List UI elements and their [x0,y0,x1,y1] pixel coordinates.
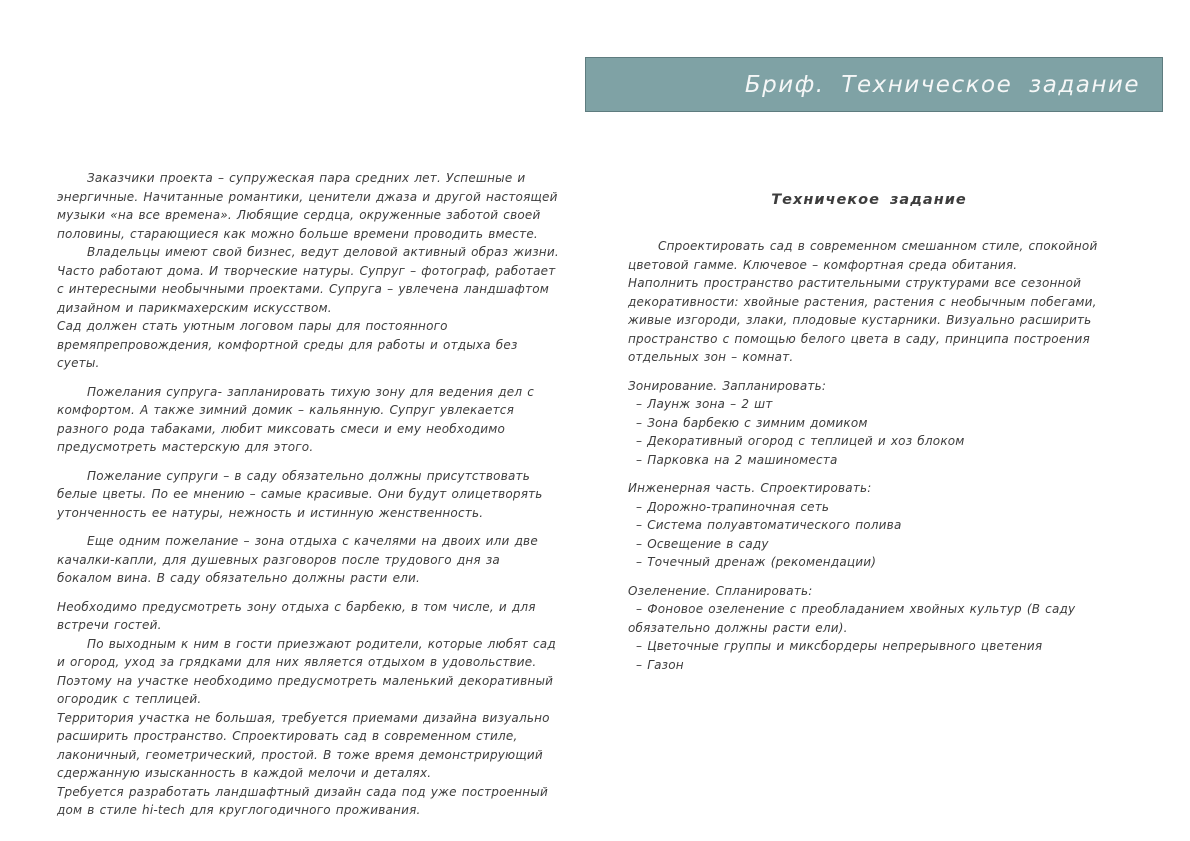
paragraph-owners: Владельцы имеют свой бизнес, ведут деловой активный образ жизни. Часто работают дома. И творческие натуры. Супруг – фотограф, работает с интересными необычными проектами. Супруга – увлечена ландшафтом дизайном и парикмахерским искусством. [57,245,559,315]
list-item: – Цветочные группы и миксбордеры непрерывного цветения [636,639,1043,653]
paragraph-requirement: Требуется разработать ландшафтный дизайн сада под уже построенный дом в стиле hi-tech для круглогодичного проживания. [57,784,548,817]
header-bar [585,57,1163,112]
list-item: – Лаунж зона – 2 шт [636,397,773,411]
paragraph-parents: По выходным к ним в гости приезжают родители, которые любят сад и огород, уход за грядками для них является отдыхом в удовольствие. Поэтому на участке необходимо предусмотреть маленький декоративный огородик с теплицей. [57,636,556,706]
paragraph-wife-wishes: Пожелание супруги – в саду обязательно должны присутствовать белые цветы. По ее мнению – самые красивые. Они будут олицетворять утонченность ее натуры, нежность и истинную женственность. [57,468,543,520]
paragraph-clients: Заказчики проекта – супружеская пара средних лет. Успешные и энергичные. Начитанные романтики, ценители джаза и другой настоящей музыки «на все времена». Любящие сердца, окруженные заботой своей половины, старающиеся как можно больше времени проводить вместе. [57,171,558,241]
section-title: Зонирование. Запланировать: [628,378,827,393]
list-item: – Система полуавтоматического полива [636,518,902,532]
paragraph-territory: Территория участка не большая, требуется приемами дизайна визуально расширить пространство. Спроектировать сад в современном стиле, лаконичный, геометрический, простой. В тоже время демонстрирующий сдержанную изысканность в каждой мелочи и деталях. [57,710,550,780]
section-planting [628,582,1110,675]
paragraph-bbq-zone: Необходимо предусмотреть зону отдыха с барбекю, в том числе, и для встречи гостей. [57,599,536,632]
list-item: – Декоративный огород с теплицей и хоз блоком [636,434,965,448]
section-zoning [628,377,1110,470]
technical-task-heading: Техничекое задание [771,192,967,208]
list-item: – Освещение в саду [636,536,769,551]
paragraph-swing-zone: Еще одним пожелание – зона отдыха с качелями на двоих или две качалки-капли, для душевных разговоров после трудового дня за бокалом вина. В саду обязательно должны расти ели. [57,534,538,585]
section-title: Инженерная часть. Спроектировать: [628,481,872,495]
list-item: – Фоновое озеленение с преобладанием хвойных культур (В саду обязательно должны расти ели). [628,602,1076,635]
list-item: – Точечный дренаж (рекомендации) [636,555,877,569]
technical-task-column [628,190,1110,674]
list-item: – Газон [636,657,684,672]
section-title: Озеленение. Спланировать: [628,583,813,598]
list-item: – Парковка на 2 машиноместа [636,452,838,467]
brief-text-column [57,169,559,820]
paragraph-task-plants: Наполнить пространство растительными структурами все сезонной декоративности: хвойные растения, растения с необычным побегами, живые изгороди, злаки, плодовые кустарники. Визуально расширить пространство с помощью белого цвета в саду, принципа построения отдельных зон – комнат. [628,276,1097,364]
paragraph-task-intro: Спроектировать сад в современном смешанном стиле, спокойной цветовой гамме. Ключевое – комфортная среда обитания. [628,239,1098,272]
page-title: Бриф. Техническое задание [744,71,1140,98]
list-item: – Дорожно-трапиночная сеть [636,499,830,514]
paragraph-garden-goal: Сад должен стать уютным логовом пары для постоянного времяпрепровождения, комфортной среды для работы и отдыха без суеты. [57,319,518,370]
section-engineering [628,479,1110,572]
paragraph-husband-wishes: Пожелания супруга- запланировать тихую зону для ведения дел с комфортом. А также зимний домик – кальянную. Супруг увлекается разного рода табаками, любит миксовать смеси и ему необходимо предусмотреть мастерскую для этого. [57,384,535,454]
list-item: – Зона барбекю с зимним домиком [636,415,868,430]
